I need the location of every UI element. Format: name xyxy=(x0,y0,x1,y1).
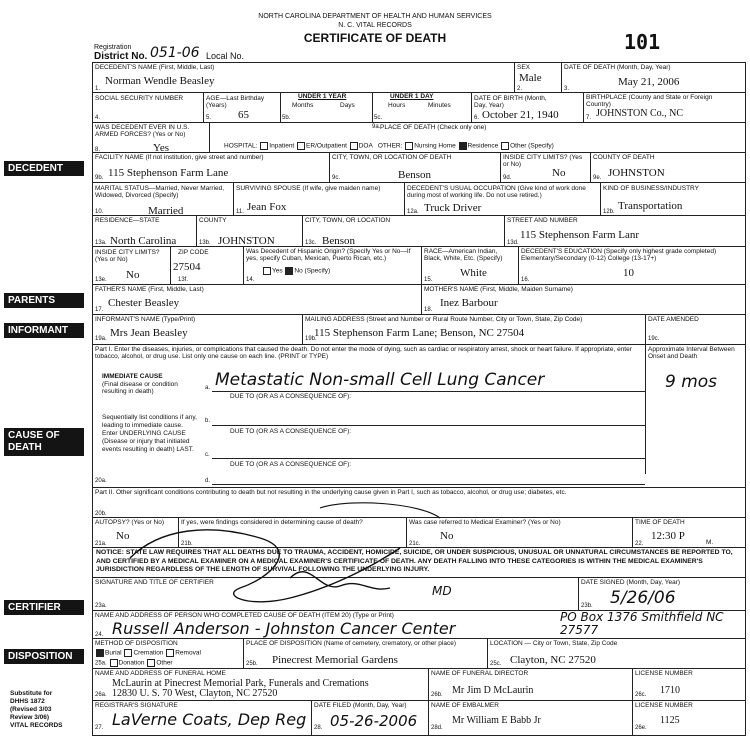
funeral-home-name: McLaurin at Pinecrest Memorial Park, Funerals and Cremations xyxy=(112,678,369,689)
embalmer-name: Mr William E Babb Jr xyxy=(452,715,541,726)
funeral-home-label: NAME AND ADDRESS OF FUNERAL HOME xyxy=(95,670,226,677)
embalmer-label: NAME OF EMBALMER xyxy=(431,702,499,709)
date-filed-label: DATE FILED (Month, Day, Year) xyxy=(314,702,407,709)
method-label: METHOD OF DISPOSITION xyxy=(95,640,178,647)
completer-label: NAME AND ADDRESS OF PERSON WHO COMPLETED CAUSE OF DEATH (ITEM 20) (Type or Print) xyxy=(95,612,394,619)
res-inside-label: INSIDE CITY LIMITS? (Yes or No) xyxy=(95,249,160,263)
sequential-desc: Sequentially list conditions if any, leading to immediate cause. Enter UNDERLYING CAUSE (Disease or injury that initiated events resulting in death) LAST. xyxy=(102,414,197,453)
armed-value: Yes xyxy=(153,142,170,154)
hispanic-yes-checkbox[interactable] xyxy=(263,267,271,275)
mother-name: Inez Barbour xyxy=(440,297,498,309)
res-state-value: North Carolina xyxy=(110,235,177,247)
license-number: 1710 xyxy=(660,685,680,696)
funeral-home-address: 12830 U. S. 70 West, Clayton, NC 27520 xyxy=(112,688,278,699)
certifier-title: MD xyxy=(432,584,452,598)
marital-value: Married xyxy=(148,205,184,217)
education-value: 10 xyxy=(623,267,634,279)
footer-line-4: Review 3/06) xyxy=(10,714,50,721)
date-filed: 05-26-2006 xyxy=(330,712,418,730)
location-value: Clayton, NC 27520 xyxy=(510,654,596,666)
other-specify-label: Other (Specify) xyxy=(510,142,554,150)
district-number: 051-06 xyxy=(150,45,200,61)
completer-address: PO Box 1376 Smithfield NC 27577 xyxy=(560,610,724,637)
date-amended-label: DATE AMENDED xyxy=(648,316,699,323)
hispanic-no-label: No (Specify) xyxy=(294,267,331,275)
race-label: RACE—American Indian, Black, White, Etc. (Specify) xyxy=(424,248,503,262)
part-two-instructions: Part II. Other significant conditions contributing to death but not resulting in the underlying cause given in Part I, such as tobacco, alcohol, or drug use; diabetes, etc. xyxy=(95,489,567,496)
form-title: CERTIFICATE OF DEATH xyxy=(303,31,447,45)
dod-label: DATE OF DEATH (Month, Day, Year) xyxy=(564,64,671,71)
education-label: DECEDENT'S EDUCATION (Specify only highest grade completed) Elementary/Secondary (0-12) College (13-17+) xyxy=(521,248,717,262)
inpatient-checkbox[interactable] xyxy=(260,142,268,150)
director-name: Mr Jim D McLaurin xyxy=(452,685,534,696)
embalmer-license: 1125 xyxy=(660,715,680,726)
records-header: N. C. VITAL RECORDS xyxy=(338,22,412,29)
birthplace-label: BIRTHPLACE (County and State or Foreign Country) xyxy=(586,94,713,108)
other-label: OTHER: xyxy=(377,142,403,150)
director-label: NAME OF FUNERAL DIRECTOR xyxy=(431,670,529,677)
notice-text: NOTICE: STATE LAW REQUIRES THAT ALL DEATHS DUE TO TRAUMA, ACCIDENT, HOMICIDE, SUICIDE, OR UNDER SUSPICIOUS, UNUSUAL OR UNNATURAL CIRCUMSTANCES BE REPORTED TO, AND CERTIFIED BY A MEDICAL EXAMINER ON A MEDICAL EXAMINER'S CERTIFICATE OF DEATH. ANY DEATH FALLING INTO THESE CATEGORIES IS WITHIN THE MEDICAL EXAMINER'S JURISDICTION REGARDLESS OF THE LENGTH OF SURVIVAL FOLLOWING THE UNDERLYING INJURY. xyxy=(96,549,733,573)
informant-label: INFORMANT'S NAME (Type/Print) xyxy=(95,316,196,323)
under-day-label: UNDER 1 DAY xyxy=(390,93,434,100)
donation-label: Donation xyxy=(118,659,145,667)
footer-line-2: DHHS 1872 xyxy=(10,698,45,705)
nursing-label: Nursing Home xyxy=(414,142,456,150)
form-footer xyxy=(10,690,63,730)
footer-line-5: VITAL RECORDS xyxy=(10,722,63,729)
res-county-value: JOHNSTON xyxy=(218,235,275,247)
certificate-number: 101 xyxy=(624,30,661,54)
business-label: KIND OF BUSINESS/INDUSTRY xyxy=(603,185,699,192)
minutes-label: Minutes xyxy=(428,102,451,109)
inpatient-label: Inpatient xyxy=(269,142,295,150)
sex-label: SEX xyxy=(517,64,531,71)
father-label: FATHER'S NAME (First, Middle, Last) xyxy=(95,286,204,293)
cause-line-a: Metastatic Non-small Cell Lung Cancer xyxy=(215,370,545,390)
dob-label: DATE OF BIRTH (Month, Day, Year) xyxy=(474,95,547,109)
place-value: Pinecrest Memorial Gardens xyxy=(272,654,398,666)
me-value: No xyxy=(440,530,454,542)
due-to-c: DUE TO (OR AS A CONSEQUENCE OF): xyxy=(230,461,352,468)
doa-checkbox[interactable] xyxy=(350,142,358,150)
spouse-label: SURVIVING SPOUSE (If wife, give maiden name) xyxy=(236,185,381,192)
city-label: CITY, TOWN, OR LOCATION OF DEATH xyxy=(332,154,452,161)
mailing-address: 115 Stephenson Farm Lane; Benson, NC 27504 xyxy=(314,327,525,339)
county-value: JOHNSTON xyxy=(608,167,665,179)
cremation-label: Cremation xyxy=(133,649,164,657)
completer-name: Russell Anderson - Johnston Cancer Center xyxy=(112,619,456,638)
other-disposition-checkbox[interactable] xyxy=(147,659,155,667)
residence-checkbox[interactable] xyxy=(459,142,467,150)
res-county-label: COUNTY xyxy=(199,217,227,224)
facility-value: 115 Stephenson Farm Lane xyxy=(108,167,229,179)
months-label: Months xyxy=(292,102,314,109)
license-label: LICENSE NUMBER xyxy=(635,670,693,677)
occupation-value: Truck Driver xyxy=(424,202,482,214)
section-parents: PARENTS xyxy=(4,293,84,308)
inside-label: INSIDE CITY LIMITS? (Yes or No) xyxy=(503,154,583,168)
removal-checkbox[interactable] xyxy=(166,649,174,657)
facility-label: FACILITY NAME (If not institution, give street and number) xyxy=(95,154,264,161)
part-one-instructions: Part I. Enter the diseases, injuries, or complications that caused the death. Do not enter the mode of dying, such as cardiac or respiratory arrest, shock or heart failure. If appropriate, enter tobacco, alcohol, or drug use. List only one cause on each line. (PRINT or TYPE) xyxy=(95,346,632,360)
mother-label: MOTHER'S NAME (First, Middle, Maiden Surname) xyxy=(424,286,573,293)
informant-name: Mrs Jean Beasley xyxy=(110,327,188,339)
local-label: Local No. xyxy=(206,51,245,61)
zip-value: 27504 xyxy=(173,261,201,273)
interval-a: 9 mos xyxy=(665,372,718,392)
immediate-cause-label: IMMEDIATE CAUSE xyxy=(102,373,163,380)
time-meridiem: M. xyxy=(706,539,714,546)
name-label: DECEDENT'S NAME (First, Middle, Last) xyxy=(95,64,215,71)
date-signed: 5/26/06 xyxy=(610,588,676,608)
place-label: PLACE OF DISPOSITION (Name of cemetery, crematory, or other place) xyxy=(246,640,456,647)
mailing-address-label: MAILING ADDRESS (Street and Number or Rural Route Number, City or Town, State, Zip Code) xyxy=(305,316,583,323)
res-city-label: CITY, TOWN, OR LOCATION xyxy=(305,217,391,224)
date-of-death: May 21, 2006 xyxy=(618,76,680,88)
armed-label: WAS DECEDENT EVER IN U.S. ARMED FORCES? (Yes or No) xyxy=(95,124,190,138)
interval-label: Approximate Interval Between Onset and Death xyxy=(648,346,735,360)
section-certifier: CERTIFIER xyxy=(4,600,84,615)
res-city-value: Benson xyxy=(322,235,355,247)
hours-label: Hours xyxy=(388,102,406,109)
footer-line-1: Substitute for xyxy=(10,690,53,697)
license-label-2: LICENSE NUMBER xyxy=(635,702,693,709)
date-of-birth: October 21, 1940 xyxy=(482,109,559,121)
father-name: Chester Beasley xyxy=(108,297,180,309)
section-decedent: DECEDENT xyxy=(4,161,84,176)
me-label: Was case referred to Medical Examiner? (Yes or No) xyxy=(409,519,561,526)
race-value: White xyxy=(460,267,487,279)
er-label: ER/Outpatient xyxy=(306,142,347,150)
doa-label: DOA xyxy=(358,142,373,150)
decedent-name: Norman Wendle Beasley xyxy=(105,75,215,87)
due-to-b: DUE TO (OR AS A CONSEQUENCE OF): xyxy=(230,428,352,435)
immediate-cause-desc: (Final disease or condition resulting in death) xyxy=(102,381,178,395)
registrar-label: REGISTRAR'S SIGNATURE xyxy=(95,702,178,709)
ssn-label: SOCIAL SECURITY NUMBER xyxy=(95,95,184,102)
res-state-label: RESIDENCE—STATE xyxy=(95,217,160,224)
footer-line-3: (Revised 3/03 xyxy=(10,706,52,713)
street-value: 115 Stephenson Farm Lanr xyxy=(520,229,640,241)
due-to-a: DUE TO (OR AS A CONSEQUENCE OF): xyxy=(230,393,352,400)
section-cause-of-death: CAUSE OF DEATH xyxy=(4,428,84,456)
burial-label: Burial xyxy=(105,649,122,657)
inside-value: No xyxy=(552,167,566,179)
findings-label: If yes, were findings considered in determining cause of death? xyxy=(181,519,363,526)
registrar-signature: LaVerne Coats, Dep Reg xyxy=(112,710,307,729)
burial-checkbox[interactable] xyxy=(96,649,104,657)
donation-checkbox[interactable] xyxy=(110,659,118,667)
age-value: 65 xyxy=(238,109,249,121)
removal-label: Removal xyxy=(175,649,201,657)
hispanic-no-checkbox[interactable] xyxy=(285,267,293,275)
time-of-death: 12:30 P xyxy=(651,530,685,542)
business-value: Transportation xyxy=(618,200,683,212)
county-label: COUNTY OF DEATH xyxy=(593,154,655,161)
hospital-label: HOSPITAL: xyxy=(224,142,258,150)
birthplace-value: JOHNSTON Co., NC xyxy=(596,108,684,119)
registration-label: Registration xyxy=(94,44,132,51)
dept-header: NORTH CAROLINA DEPARTMENT OF HEALTH AND HUMAN SERVICES xyxy=(258,13,492,20)
zip-label: ZIP CODE xyxy=(178,249,209,256)
street-label: STREET AND NUMBER xyxy=(507,217,578,224)
hispanic-label: Was Decedent of Hispanic Origin? (Specify Yes or No—If yes, specify Cuban, Mexican, Puerto Rican, etc.) xyxy=(246,248,411,262)
section-informant: INFORMANT xyxy=(4,323,84,338)
other-disposition-label: Other xyxy=(156,659,173,667)
section-disposition: DISPOSITION xyxy=(4,649,84,664)
hispanic-yes-label: Yes xyxy=(272,267,283,275)
other-checkbox[interactable] xyxy=(501,142,509,150)
age-label: AGE—Last Birthday (Years) xyxy=(206,95,265,109)
spouse-value: Jean Fox xyxy=(247,201,287,213)
certifier-sig-label: SIGNATURE AND TITLE OF CERTIFIER xyxy=(95,579,214,586)
days-label: Days xyxy=(340,102,355,109)
autopsy-value: No xyxy=(116,530,130,542)
res-inside-value: No xyxy=(126,269,140,281)
location-label: LOCATION — City or Town, State, Zip Code xyxy=(490,640,618,647)
district-label: District No. xyxy=(94,51,148,62)
residence-label: Residence xyxy=(467,142,499,150)
cremation-checkbox[interactable] xyxy=(124,649,132,657)
autopsy-label: AUTOPSY? (Yes or No) xyxy=(95,519,164,526)
er-checkbox[interactable] xyxy=(297,142,305,150)
sex-value: Male xyxy=(519,72,542,84)
time-of-death-label: TIME OF DEATH xyxy=(635,519,685,526)
place-of-death-label: PLACE OF DEATH (Check only one) xyxy=(380,124,487,131)
marital-label: MARITAL STATUS—Married, Never Married, Widowed, Divorced (Specify) xyxy=(95,185,225,199)
occupation-label: DECEDENT'S USUAL OCCUPATION (Give kind of work done during most of working life. Do not use retired.) xyxy=(407,185,586,199)
city-value: Benson xyxy=(398,169,431,181)
nursing-checkbox[interactable] xyxy=(405,142,413,150)
date-signed-label: DATE SIGNED (Month, Day, Year) xyxy=(581,579,681,586)
certifier-signature xyxy=(120,498,450,618)
under-year-label: UNDER 1 YEAR xyxy=(298,93,347,100)
